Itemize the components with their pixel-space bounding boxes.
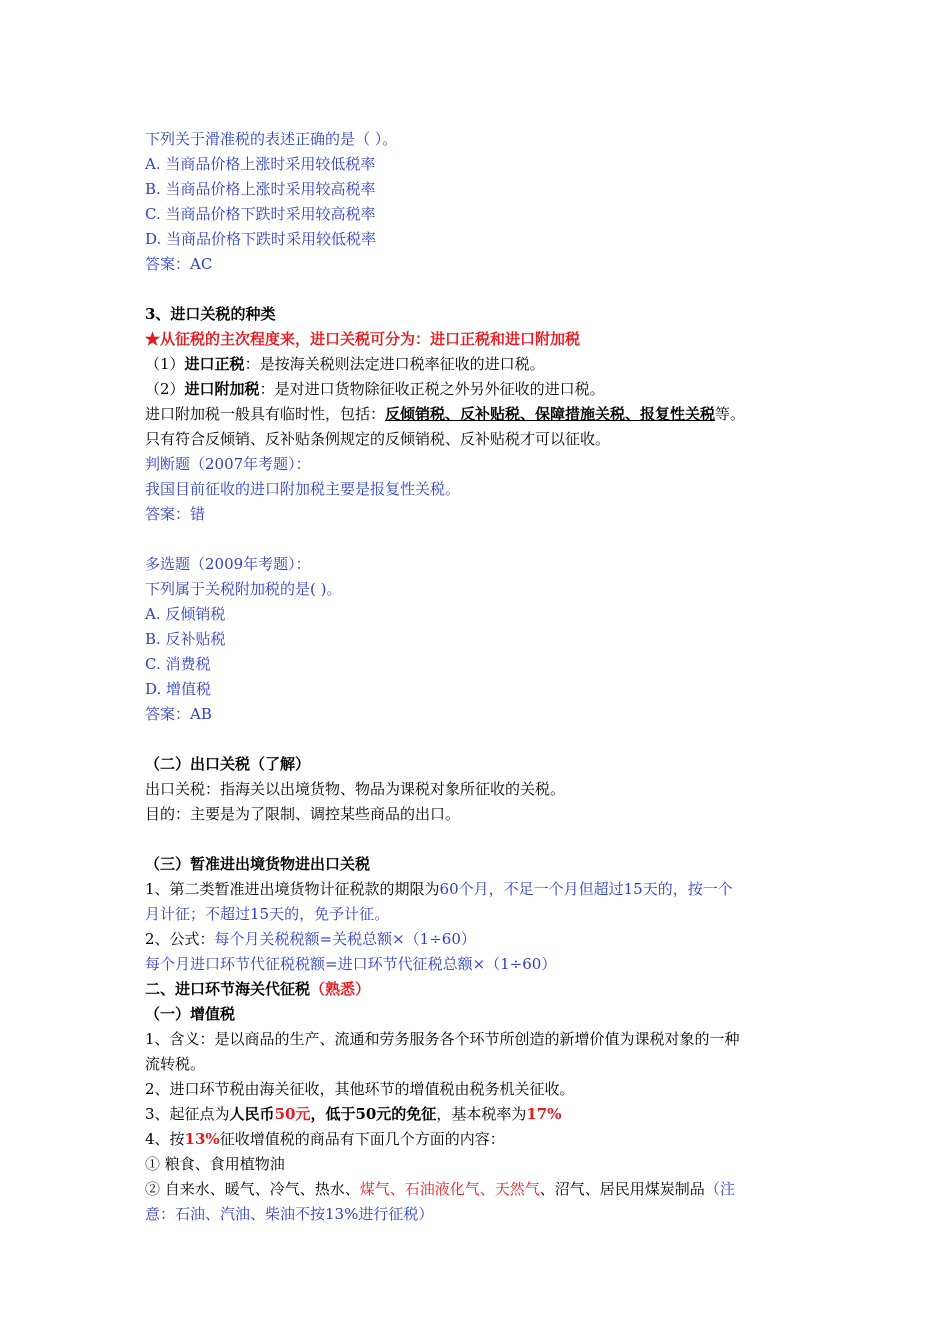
temporary-suffix: 等。 (715, 405, 746, 423)
temporary-terms: 反倾销税、反补贴税、保障措施关税、报复性关税 (385, 405, 716, 423)
threshold-amount: 50元 (274, 1105, 311, 1123)
formula-line2: 每个月进口环节代征税税额=进口环节代征税总额×（1÷60） (145, 955, 557, 973)
q1-option-b: B. 当商品价格上涨时采用较高税率 (145, 180, 376, 198)
q3-option-a: A. 反倾销税 (145, 605, 226, 623)
q2-answer: 答案：错 (145, 505, 206, 523)
formula-label: 2、公式： (145, 930, 215, 948)
rate13-text: 征收增值税的商品有下面几个方面的内容： (219, 1130, 505, 1148)
q1-option-c: C. 当商品价格下跌时采用较高税率 (145, 205, 376, 223)
temporary-goods-line2: 月计征；不超过15天的，免予计征。 (145, 905, 390, 923)
vat-heading: （一）增值税 (145, 1005, 236, 1023)
q3-option-d: D. 增值税 (145, 680, 212, 698)
item2-note-start: （注 (704, 1180, 735, 1198)
vat-item-2-note: 意：石油、汽油、柴油不按13%进行征税） (145, 1205, 434, 1223)
threshold-currency: 人民币 (229, 1105, 275, 1123)
vat-definition-line1: 1、含义：是以商品的生产、流通和劳务服务各个环节所创造的新增价值为课税对象的一种 (145, 1030, 740, 1048)
item2-text-c: 、沼气、居民用煤炭制品 (539, 1180, 705, 1198)
q3-type: 多选题（2009年考题）： (145, 555, 311, 573)
temporary-goods-line1 (145, 877, 825, 902)
q3-question: 下列属于关税附加税的是( )。 (145, 580, 342, 598)
vat-collection: 2、进口环节税由海关征收，其他环节的增值税由税务机关征收。 (145, 1080, 575, 1098)
item2-text-a: ② 自来水、暖气、冷气、热水、 (145, 1180, 360, 1198)
q1-answer: 答案：AC (145, 255, 213, 273)
base-rate-label: ，基本税率为 (436, 1105, 527, 1123)
vat-13-line (145, 1127, 825, 1152)
formula-line1 (145, 927, 825, 952)
item2-text: ：是对进口货物除征收正税之外另外征收的进口税。 (259, 380, 605, 398)
part2-level: （熟悉） (310, 980, 371, 998)
period-value: 60个月，不足一个月但超过15天的，按一个 (439, 880, 733, 898)
q3-option-c: C. 消费税 (145, 655, 211, 673)
threshold-label: 3、起征点为 (145, 1105, 230, 1123)
section3-temporary-line (145, 402, 825, 427)
q1-option-a: A. 当商品价格上涨时采用较低税率 (145, 155, 376, 173)
item2-gases: 煤气、石油液化气、天然气 (359, 1180, 540, 1198)
base-rate-value: 17% (526, 1105, 562, 1123)
q2-type: 判断题（2007年考题）： (145, 455, 311, 473)
section3-heading: 3、进口关税的种类 (145, 305, 276, 323)
temporary-goods-heading: （三）暂准进出境货物进出口关税 (145, 855, 371, 873)
section3-item2 (145, 377, 825, 402)
export-purpose: 目的：主要是为了限制、调控某些商品的出口。 (145, 805, 461, 823)
part2-heading (145, 977, 825, 1002)
vat-item-1: ① 粮食、食用植物油 (145, 1155, 285, 1173)
vat-definition-line2: 流转税。 (145, 1055, 206, 1073)
export-definition: 出口关税：指海关以出境货物、物品为课税对象所征收的关税。 (145, 780, 566, 798)
rate13-prefix: 4、按 (145, 1130, 185, 1148)
q1-option-d: D. 当商品价格下跌时采用较低税率 (145, 230, 377, 248)
vat-item-2 (145, 1177, 825, 1202)
item1-text: ：是按海关税则法定进口税率征收的进口税。 (244, 355, 545, 373)
section3-note: 只有符合反倾销、反补贴条例规定的反倾销税、反补贴税才可以征收。 (145, 430, 611, 448)
part2-title: 二、进口环节海关代征税 (145, 980, 311, 998)
q3-option-b: B. 反补贴税 (145, 630, 226, 648)
item2-prefix: （2） (145, 380, 185, 398)
q1-question: 下列关于滑准税的表述正确的是（ ）。 (145, 130, 398, 148)
q2-question: 我国目前征收的进口附加税主要是报复性关税。 (145, 480, 461, 498)
section3-star-note: ★从征税的主次程度来，进口关税可分为：进口正税和进口附加税 (145, 330, 581, 348)
vat-threshold (145, 1102, 825, 1127)
temporary-prefix: 进口附加税一般具有临时性，包括： (145, 405, 386, 423)
period-label: 1、第二类暂准进出境货物计征税款的期限为 (145, 880, 440, 898)
q3-answer: 答案：AB (145, 705, 212, 723)
export-heading: （二）出口关税（了解） (145, 755, 311, 773)
item1-term: 进口正税 (184, 355, 245, 373)
threshold-exemption: ，低于50元的免征 (310, 1105, 437, 1123)
rate13-value: 13% (184, 1130, 220, 1148)
section3-item1 (145, 352, 825, 377)
document-body (145, 127, 825, 1227)
formula-tariff: 每个月关税税额=关税总额×（1÷60） (214, 930, 476, 948)
item2-term: 进口附加税 (184, 380, 260, 398)
item1-prefix: （1） (145, 355, 185, 373)
